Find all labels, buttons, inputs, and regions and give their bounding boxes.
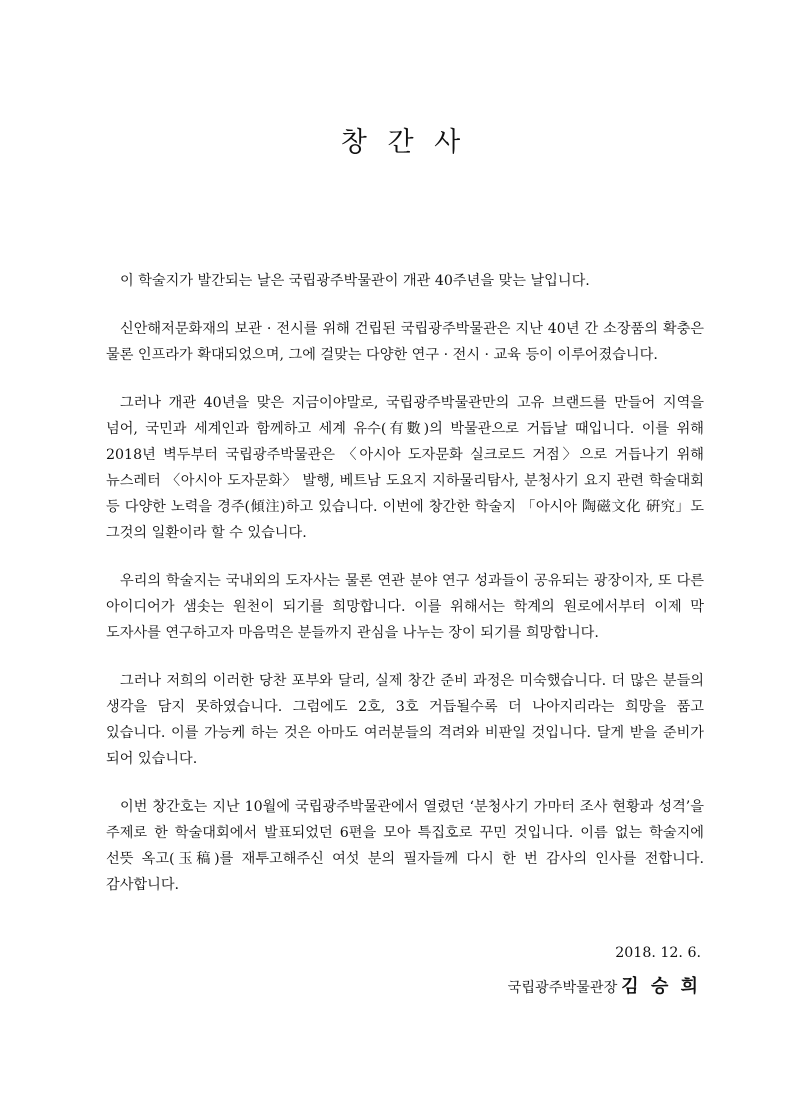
- paragraph-6: 이번 창간호는 지난 10월에 국립광주박물관에서 열렸던 ‘분청사기 가마터 조사 현황과 성격’을 주제로 한 학술대회에서 발표되었던 6편을 모아 특집호로 꾸민 것입니다. 이름 없는 학술지에 선뜻 옥고(玉稿)를 재투고해주신 여섯 분의 필자들께 다시 한 번 감사의 인사를 전합니다. 감사합니다.: [106, 799, 704, 893]
- signature-block: [508, 940, 701, 1001]
- paragraph-2: 신안해저문화재의 보관 · 전시를 위해 건립된 국립광주박물관은 지난 40년 간 소장품의 확충은 물론 인프라가 확대되었으며, 그에 걸맞는 다양한 연구 · 전시 · 교육 등이 이루어졌습니다.: [106, 321, 704, 363]
- signer-name: 김 승 희: [621, 976, 701, 997]
- page-title: 창 간 사: [340, 127, 467, 158]
- paragraph-5: 그러나 저희의 이러한 당찬 포부와 달리, 실제 창간 준비 과정은 미숙했습니다. 더 많은 분들의 생각을 담지 못하였습니다. 그럼에도 2호, 3호 거듭될수록 더 나아지리라는 희망을 품고 있습니다. 이를 가능케 하는 것은 아마도 여러분들의 격려와 비판일 것입니다. 달게 받을 준비가 되어 있습니다.: [106, 673, 704, 767]
- signer-line: [508, 974, 701, 1001]
- signature-date: 2018. 12. 6.: [615, 945, 701, 961]
- paragraph-3: 그러나 개관 40년을 맞은 지금이야말로, 국립광주박물관만의 고유 브랜드를 만들어 지역을 넘어, 국민과 세계인과 함께하고 세계 유수(有數)의 박물관으로 거듭날 때입니다. 이를 위해 2018년 벽두부터 국립광주박물관은 〈아시아 도자문화 실크로드 거점〉으로 거듭나기 위해 뉴스레터 〈아시아 도자문화〉 발행, 베트남 도요지 지하물리탐사, 분청사기 요지 관련 학술대회 등 다양한 노력을 경주(傾注)하고 있습니다. 이번에 창간한 학술지 「아시아 陶磁文化 硏究」도 그것의 일환이라 할 수 있습니다.: [106, 395, 704, 541]
- paragraph-1: 이 학술지가 발간되는 날은 국립광주박물관이 개관 40주년을 맞는 날입니다.: [120, 273, 590, 289]
- document-body: [106, 268, 704, 920]
- paragraph-4: 우리의 학술지는 국내외의 도자사는 물론 연관 분야 연구 성과들이 공유되는 광장이자, 또 다른 아이디어가 샘솟는 원천이 되기를 희망합니다. 이를 위해서는 학계의 원로에서부터 이제 막 도자사를 연구하고자 마음먹은 분들까지 관심을 나누는 장이 되기를 희망합니다.: [106, 573, 704, 641]
- signer-position: 국립광주박물관장: [507, 980, 618, 996]
